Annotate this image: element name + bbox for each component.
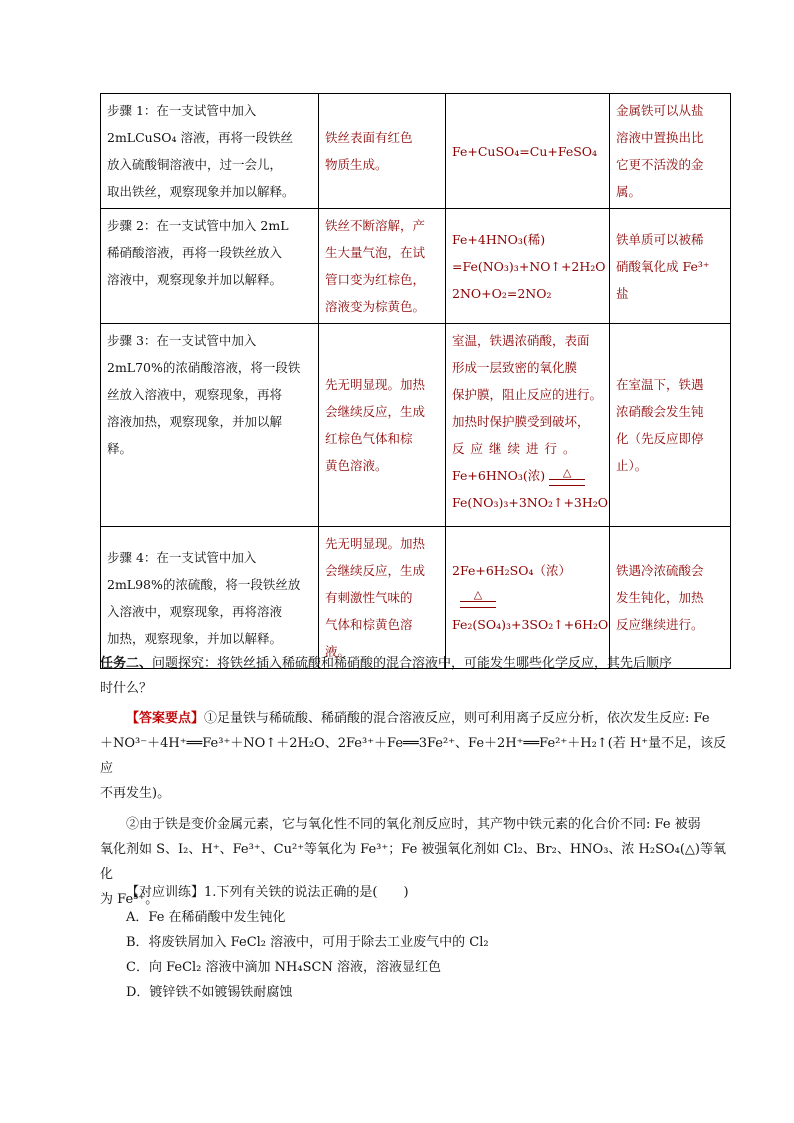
heating-condition-mark: △ bbox=[549, 468, 585, 486]
task-two-title: 任务二、 bbox=[100, 656, 153, 671]
experiment-table bbox=[100, 93, 731, 669]
equation-cell: Fe+CuSO₄=Cu+FeSO₄ bbox=[446, 94, 610, 209]
equation-cell: Fe+4HNO₃(稀) =Fe(NO₃)₃+NO↑+2H₂O 2NO+O₂=2NO₂ bbox=[446, 209, 610, 324]
answer-section: 【答案要点】①足量铁与稀硫酸、稀硝酸的混合溶液反应，则可利用离子反应分析，依次发生反应: Fe ＋NO³⁻＋4H⁺══Fe³⁺＋NO↑＋2H₂O、2Fe³⁺＋Fe══3Fe²⁺、Fe＋2H⁺══Fe²⁺＋H₂↑(若 H⁺量不足，该反应 不再发生)。 ②由于铁是变价金属元素，它与氧化性不同的氧化剂反应时，其产物中铁元素的化合价不同: Fe 被弱 氧化剂如 S、I₂、H⁺、Fe³⁺、Cu²⁺等氧化为 Fe³⁺；Fe 被强氧化剂如 Cl₂、Br₂、HNO₃、浓 H₂SO₄(△)等氧化 为 Fe³⁺。 bbox=[100, 711, 727, 907]
conclusion-cell: 铁遇冷浓硫酸会 发生钝化，加热 反应继续进行。 bbox=[610, 527, 731, 669]
equation-cell: 2Fe+6H₂SO₄（浓） △ Fe₂(SO₄)₃+3SO₂↑+6H₂O bbox=[446, 527, 610, 669]
step-cell: 步骤 4：在一支试管中加入 2mL98%的浓硫酸，将一段铁丝放 入溶液中，观察现象，再将溶液 加热，观察现象，并加以解释。 bbox=[101, 527, 319, 669]
answer-label: 【答案要点】 bbox=[126, 711, 205, 726]
step-cell: 步骤 2：在一支试管中加入 2mL 稀硝酸溶液，再将一段铁丝放入 溶液中，观察现象并加以解释。 bbox=[101, 209, 319, 324]
table-row bbox=[101, 527, 731, 669]
table-row bbox=[101, 209, 731, 324]
task-two-section bbox=[100, 651, 727, 701]
phenomenon-cell: 先无明显现。加热 会继续反应，生成 红棕色气体和棕 黄色溶液。 bbox=[319, 324, 446, 527]
training-label: 【对应训练】 bbox=[126, 885, 205, 900]
task-two-question: 问题探究：将铁丝插入稀硫酸和稀硝酸的混合溶液中，可能发生哪些化学反应，其先后顺序 bbox=[152, 656, 673, 671]
training-section bbox=[100, 880, 727, 1005]
phenomenon-cell: 铁丝不断溶解，产 生大量气泡，在试 管口变为红棕色， 溶液变为棕黄色。 bbox=[319, 209, 446, 324]
heating-condition-mark: △ bbox=[460, 590, 496, 608]
conclusion-cell: 在室温下，铁遇 浓硝酸会发生钝 化（先反应即停 止）。 bbox=[610, 324, 731, 527]
phenomenon-cell: 先无明显现。加热 会继续反应，生成 有刺激性气味的 气体和棕黄色溶 液。 bbox=[319, 527, 446, 669]
conclusion-cell: 铁单质可以被稀 硝酸氧化成 Fe³⁺ 盐 bbox=[610, 209, 731, 324]
table-row bbox=[101, 94, 731, 209]
equation-cell: 室温，铁遇浓硝酸，表面 形成一层致密的氧化膜 保护膜，阻止反应的进行。 加热时保护膜受到破坏， 反应继续进行。 Fe+6HNO₃(浓) △ Fe(NO₃)₃+3NO₂↑+3H₂O bbox=[446, 324, 610, 527]
phenomenon-cell: 铁丝表面有红色 物质生成。 bbox=[319, 94, 446, 209]
step-cell: 步骤 3：在一支试管中加入 2mL70%的浓硝酸溶液，将一段铁 丝放入溶液中，观察现象，再将 溶液加热，观察现象，并加以解 释。 bbox=[101, 324, 319, 527]
table-row bbox=[101, 324, 731, 527]
option-b: B．将废铁屑加入 FeCl₂ 溶液中，可用于除去工业废气中的 Cl₂ bbox=[126, 935, 489, 950]
step-cell: 步骤 1：在一支试管中加入 2mLCuSO₄ 溶液，再将一段铁丝 放入硫酸铜溶液中，过一会儿， 取出铁丝，观察现象并加以解释。 bbox=[101, 94, 319, 209]
option-c: C．向 FeCl₂ 溶液中滴加 NH₄SCN 溶液，溶液显红色 bbox=[126, 960, 441, 975]
training-question: 1.下列有关铁的说法正确的是( ) bbox=[204, 885, 409, 900]
option-a: A．Fe 在稀硝酸中发生钝化 bbox=[126, 910, 286, 925]
option-d: D．镀锌铁不如镀锡铁耐腐蚀 bbox=[126, 985, 293, 1000]
conclusion-cell: 金属铁可以从盐 溶液中置换出比 它更不活泼的金 属。 bbox=[610, 94, 731, 209]
task-two-question-end: 时什么？ bbox=[100, 681, 153, 696]
